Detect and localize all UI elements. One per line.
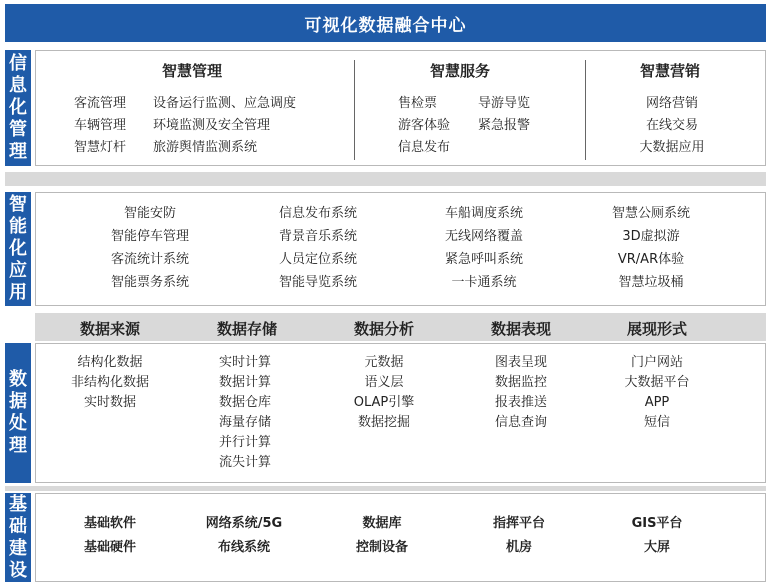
list-item: 智能安防	[123, 206, 176, 221]
data-header: 展现形式	[626, 320, 687, 338]
list-item: 大屏	[643, 540, 670, 555]
list-item: 指挥平台	[492, 516, 545, 531]
list-item: 基础软件	[83, 516, 136, 531]
list-item: 客流统计系统	[110, 252, 189, 267]
list-item: OLAP引擎	[353, 395, 415, 410]
list-item: 短信	[643, 415, 670, 430]
data-col-1	[50, 353, 170, 412]
list-item: 紧急呼叫系统	[444, 252, 523, 267]
list-item: 海量存储	[219, 415, 272, 430]
list-item: 车辆管理	[74, 118, 127, 133]
divider	[354, 60, 355, 160]
info-col-5	[622, 94, 722, 157]
list-item: 环境监测及安全管理	[153, 118, 271, 133]
list-item: GIS平台	[631, 516, 683, 531]
separator-band	[5, 486, 766, 491]
divider	[585, 60, 586, 160]
info-col-1	[74, 94, 126, 157]
list-item: 智能停车管理	[110, 229, 189, 244]
side-label-char: 础	[9, 515, 27, 537]
side-label-char: 理	[9, 141, 27, 162]
list-item: 基础硬件	[83, 540, 136, 555]
list-item: 数据监控	[494, 375, 547, 390]
side-label-char: 据	[9, 391, 27, 412]
list-item: 人员定位系统	[278, 252, 357, 267]
data-header: 数据来源	[79, 320, 140, 338]
group-header-smart-marketing: 智慧营销	[640, 62, 701, 80]
data-header: 数据表现	[490, 320, 551, 338]
list-item: 数据库	[362, 516, 402, 531]
list-item: 一卡通系统	[451, 275, 517, 290]
list-item: 实时数据	[83, 395, 136, 410]
list-item: 背景音乐系统	[278, 229, 357, 244]
list-item: 语义层	[364, 375, 404, 390]
side-label-char: 建	[9, 537, 27, 559]
list-item: 控制设备	[355, 540, 408, 555]
infra-col-2	[184, 514, 304, 557]
list-item: APP	[644, 395, 670, 410]
list-item: 结构化数据	[77, 355, 143, 370]
list-item: 实时计算	[219, 355, 272, 370]
data-col-4	[461, 353, 581, 432]
list-item: 在线交易	[645, 118, 698, 133]
list-item: 智慧灯杆	[74, 140, 127, 155]
list-item: 报表推送	[494, 395, 547, 410]
smart-col-2	[258, 204, 378, 292]
list-item: 数据计算	[219, 375, 272, 390]
side-label-char: 应	[9, 260, 27, 281]
infra-col-3	[322, 514, 442, 557]
list-item: 3D虚拟游	[622, 229, 680, 244]
side-label-char: 信	[9, 53, 27, 74]
list-item: 并行计算	[219, 435, 272, 450]
list-item: 网络系统/5G	[205, 516, 283, 531]
group-header-smart-service: 智慧服务	[430, 62, 491, 80]
side-label-char: 设	[9, 559, 27, 581]
list-item: 无线网络覆盖	[444, 229, 523, 244]
data-col-2	[219, 353, 271, 472]
side-label-infra	[5, 493, 31, 582]
data-col-5	[597, 353, 717, 432]
side-label-char: 基	[9, 493, 27, 515]
separator-band	[5, 172, 766, 186]
list-item: 非结构化数据	[70, 375, 149, 390]
info-col-4	[478, 94, 530, 135]
side-label-char: 处	[9, 413, 27, 434]
side-label-char: 化	[9, 238, 27, 259]
list-item: 信息查询	[494, 415, 547, 430]
data-header: 数据分析	[353, 320, 414, 338]
group-header-smart-management: 智慧管理	[162, 62, 223, 80]
list-item: 流失计算	[219, 455, 272, 470]
smart-col-1	[90, 204, 210, 292]
info-col-2	[153, 94, 296, 157]
list-item: 大数据平台	[624, 375, 690, 390]
side-label-char: 理	[9, 435, 27, 456]
smart-col-4	[591, 204, 711, 292]
list-item: 旅游舆情监测系统	[153, 140, 258, 155]
list-item: 设备运行监测、应急调度	[153, 96, 297, 111]
list-item: 智慧垃圾桶	[618, 275, 684, 290]
list-item: 数据挖掘	[357, 415, 410, 430]
list-item: 紧急报警	[478, 118, 531, 133]
side-label-char: 管	[9, 119, 27, 140]
list-item: 客流管理	[74, 96, 127, 111]
list-item: 网络营销	[645, 96, 698, 111]
side-label-char: 化	[9, 97, 27, 118]
list-item: 信息发布	[398, 140, 451, 155]
infra-col-5	[597, 514, 717, 557]
list-item: 车船调度系统	[444, 206, 523, 221]
info-col-3	[398, 94, 450, 157]
smart-col-3	[424, 204, 544, 292]
page-title: 可视化数据融合中心	[5, 4, 766, 42]
list-item: 智能导览系统	[278, 275, 357, 290]
list-item: 游客体验	[398, 118, 451, 133]
side-label-char: 数	[9, 369, 27, 390]
list-item: 信息发布系统	[278, 206, 357, 221]
list-item: 数据仓库	[219, 395, 272, 410]
side-label-data	[5, 343, 31, 483]
list-item: 门户网站	[630, 355, 683, 370]
list-item: 机房	[505, 540, 532, 555]
list-item: 大数据应用	[639, 140, 705, 155]
side-label-char: 能	[9, 216, 27, 237]
data-header: 数据存储	[216, 320, 277, 338]
list-item: 布线系统	[217, 540, 270, 555]
list-item: 售检票	[398, 96, 438, 111]
infra-col-1	[50, 514, 170, 557]
list-item: 智慧公厕系统	[611, 206, 690, 221]
list-item: 图表呈现	[494, 355, 547, 370]
list-item: 智能票务系统	[110, 275, 189, 290]
side-label-char: 智	[9, 194, 27, 215]
side-label-char: 息	[9, 75, 27, 96]
list-item: VR/AR体验	[617, 252, 685, 267]
list-item: 导游导览	[478, 96, 531, 111]
side-label-info	[5, 50, 31, 166]
data-col-3	[324, 353, 444, 432]
side-label-char: 用	[9, 282, 27, 303]
infra-col-4	[459, 514, 579, 557]
list-item: 元数据	[364, 355, 404, 370]
side-label-smart	[5, 192, 31, 306]
